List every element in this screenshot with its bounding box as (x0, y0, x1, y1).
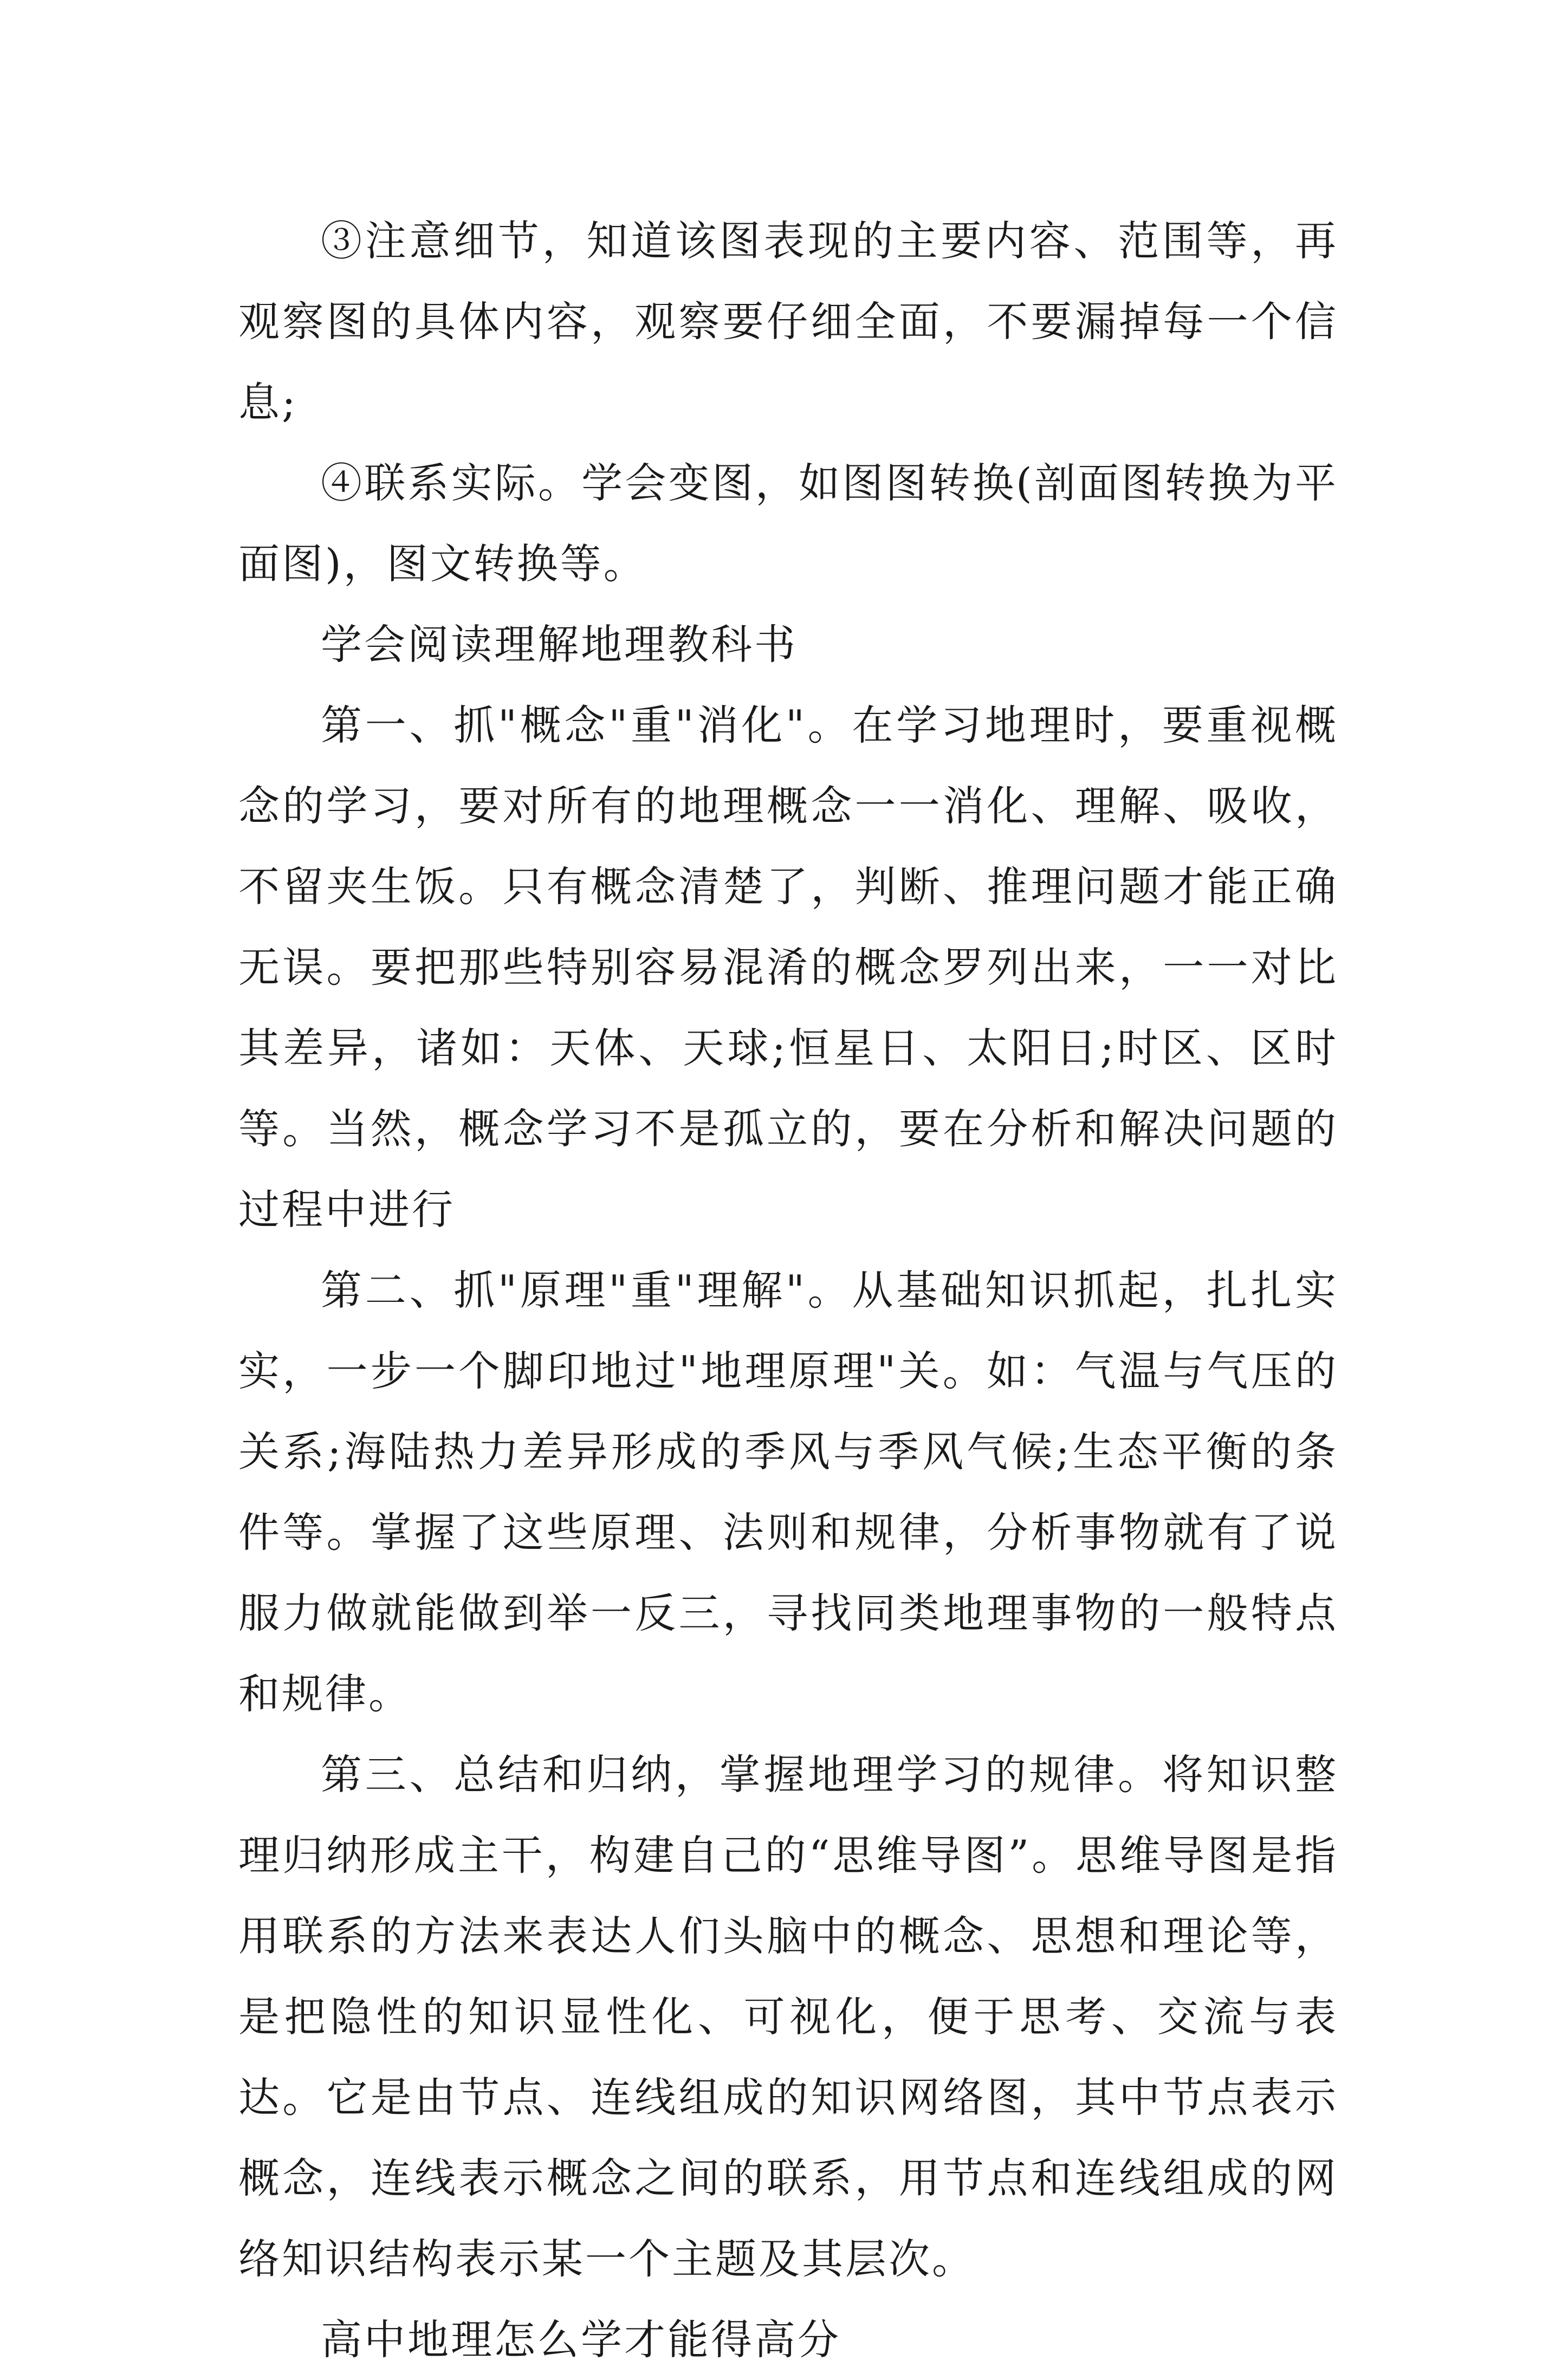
document-body (238, 200, 1338, 2380)
paragraph-summarize: 第三、总结和归纳，掌握地理学习的规律。将知识整理归纳形成主干，构建自己的“思维导图”。思维导图是指用联系的方法来表达人们头脑中的概念、思想和理论等，是把隐性的知识显性化、可视化，便于思考、交流与表达。它是由节点、连线组成的知识网络图，其中节点表示概念，连线表示概念之间的联系，用节点和连线组成的网络知识结构表示某一个主题及其层次。 (238, 1750, 1338, 2283)
section-heading-read-textbook: 学会阅读理解地理教科书 (321, 620, 798, 669)
paragraph-connect-reality: ④联系实际。学会变图，如图图转换(剖面图转换为平面图)，图文转换等。 (238, 459, 1338, 588)
paragraph-attention-details: ③注意细节，知道该图表现的主要内容、范围等，再观察图的具体内容，观察要仔细全面，不要漏掉每一个信息; (238, 217, 1338, 426)
section-heading-high-score: 高中地理怎么学才能得高分 (321, 2316, 841, 2364)
paragraph-principles: 第二、抓"原理"重"理解"。从基础知识抓起，扎扎实实，一步一个脚印地过"地理原理"关。如：气温与气压的关系;海陆热力差异形成的季风与季风气候;生态平衡的条件等。掌握了这些原理、法则和规律，分析事物就有了说服力做就能做到举一反三，寻找同类地理事物的一般特点和规律。 (238, 1266, 1338, 1718)
paragraph-concepts: 第一、抓"概念"重"消化"。在学习地理时，要重视概念的学习，要对所有的地理概念一一消化、理解、吸收，不留夹生饭。只有概念清楚了，判断、推理问题才能正确无误。要把那些特别容易混淆的概念罗列出来，一一对比其差异，诸如：天体、天球;恒星日、太阳日;时区、区时等。当然，概念学习不是孤立的，要在分析和解决问题的过程中进行 (238, 701, 1338, 1234)
